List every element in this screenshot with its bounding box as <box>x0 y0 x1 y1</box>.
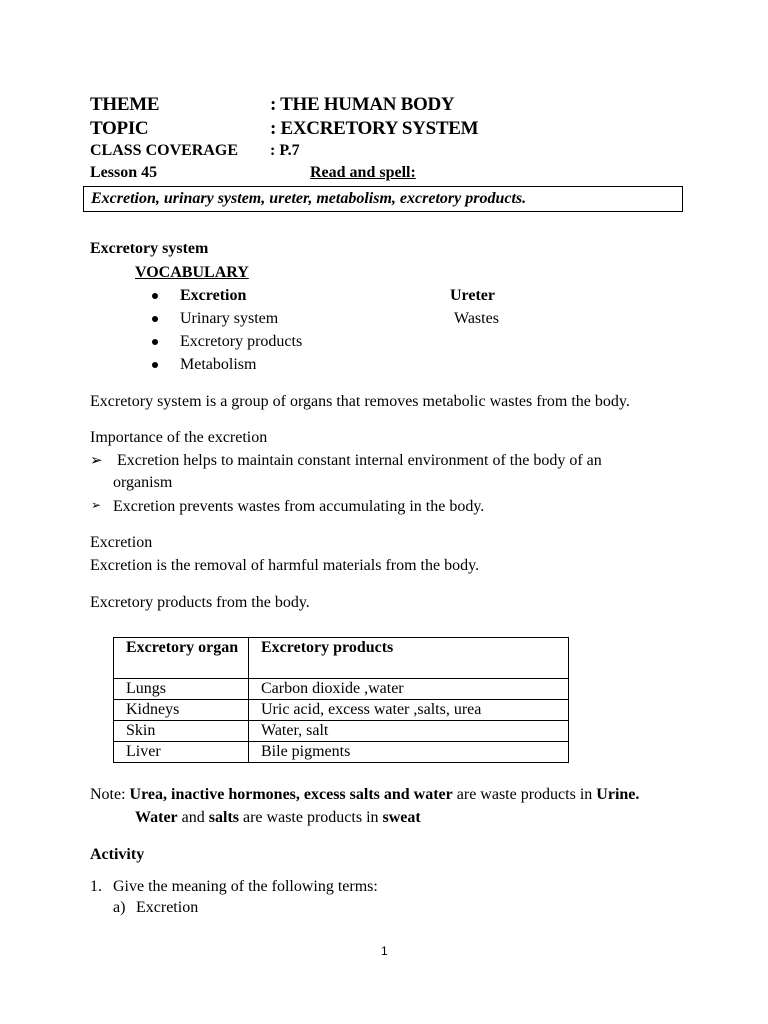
table-cell: Carbon dioxide ,water <box>249 679 569 700</box>
bullet-icon <box>152 339 158 345</box>
spell-words: Excretion, urinary system, ureter, metabolism, excretory products. <box>91 190 527 207</box>
excretion-heading: Excretion <box>90 534 153 551</box>
activity-heading: Activity <box>90 846 145 863</box>
table-cell: Uric acid, excess water ,salts, urea <box>249 700 569 721</box>
note-line <box>135 809 421 827</box>
table-cell: Liver <box>114 742 249 763</box>
note-text: and <box>177 809 209 826</box>
section-heading: Excretory system <box>90 240 209 257</box>
note-bold: Urea, inactive hormones, excess salts and water <box>129 786 453 803</box>
excretion-definition: Excretion is the removal of harmful materials from the body. <box>90 557 480 574</box>
vocab-item: Excretion <box>180 287 247 304</box>
note-line <box>90 786 639 804</box>
class-coverage-value: : P.7 <box>270 142 300 159</box>
arrow-bullet-icon: ➢ <box>90 453 103 469</box>
table-row <box>114 721 569 742</box>
note-bold: Water <box>135 809 178 826</box>
vocab-item: Metabolism <box>180 356 257 373</box>
subquestion-label: a) <box>113 899 126 916</box>
table-row <box>114 742 569 763</box>
theme-label: THEME <box>90 94 160 115</box>
topic-label: TOPIC <box>90 118 149 139</box>
table-cell: Skin <box>114 721 249 742</box>
page-number: 1 <box>381 944 388 958</box>
vocab-item: Excretory products <box>180 333 303 350</box>
note-text: are waste products in <box>239 809 383 826</box>
table-header-row <box>114 638 569 679</box>
arrow-bullet-icon: ➢ <box>91 498 102 512</box>
bullet-icon <box>152 293 158 299</box>
table-cell: Bile pigments <box>249 742 569 763</box>
vocabulary-heading: VOCABULARY <box>135 264 249 281</box>
note-bold: salts <box>208 809 239 826</box>
importance-item-continued: organism <box>113 474 173 491</box>
table-cell: Lungs <box>114 679 249 700</box>
importance-heading: Importance of the excretion <box>90 429 268 446</box>
note-text: are waste products in <box>452 786 597 803</box>
table-row <box>114 700 569 721</box>
system-definition: Excretory system is a group of organs that removes metabolic wastes from the body. <box>90 393 630 410</box>
question-text: Give the meaning of the following terms: <box>113 878 378 895</box>
spell-words-box <box>83 186 683 212</box>
vocab-item: Wastes <box>454 310 499 327</box>
products-intro: Excretory products from the body. <box>90 594 310 611</box>
table-cell: Water, salt <box>249 721 569 742</box>
vocab-item: Ureter <box>450 287 495 304</box>
bullet-icon <box>152 316 158 322</box>
vocab-item: Urinary system <box>180 310 279 327</box>
theme-value: : THE HUMAN BODY <box>270 94 455 115</box>
note-prefix: Note: <box>90 786 130 803</box>
bullet-icon <box>152 362 158 368</box>
subquestion-text: Excretion <box>136 899 199 916</box>
read-and-spell-heading: Read and spell: <box>310 164 416 181</box>
excretory-products-table <box>113 637 569 763</box>
importance-item: Excretion helps to maintain constant internal environment of the body of an <box>117 452 602 469</box>
table-cell: Kidneys <box>114 700 249 721</box>
note-bold: sweat <box>382 809 421 826</box>
column-header: Excretory products <box>249 638 569 679</box>
importance-item: Excretion prevents wastes from accumulating in the body. <box>113 498 485 515</box>
column-header: Excretory organ <box>114 638 249 679</box>
topic-value: : EXCRETORY SYSTEM <box>270 118 479 139</box>
lesson-label: Lesson 45 <box>90 164 158 181</box>
note-bold: Urine. <box>596 786 640 803</box>
table-row <box>114 679 569 700</box>
class-coverage-label: CLASS COVERAGE <box>90 142 239 159</box>
question-number: 1. <box>90 878 102 895</box>
